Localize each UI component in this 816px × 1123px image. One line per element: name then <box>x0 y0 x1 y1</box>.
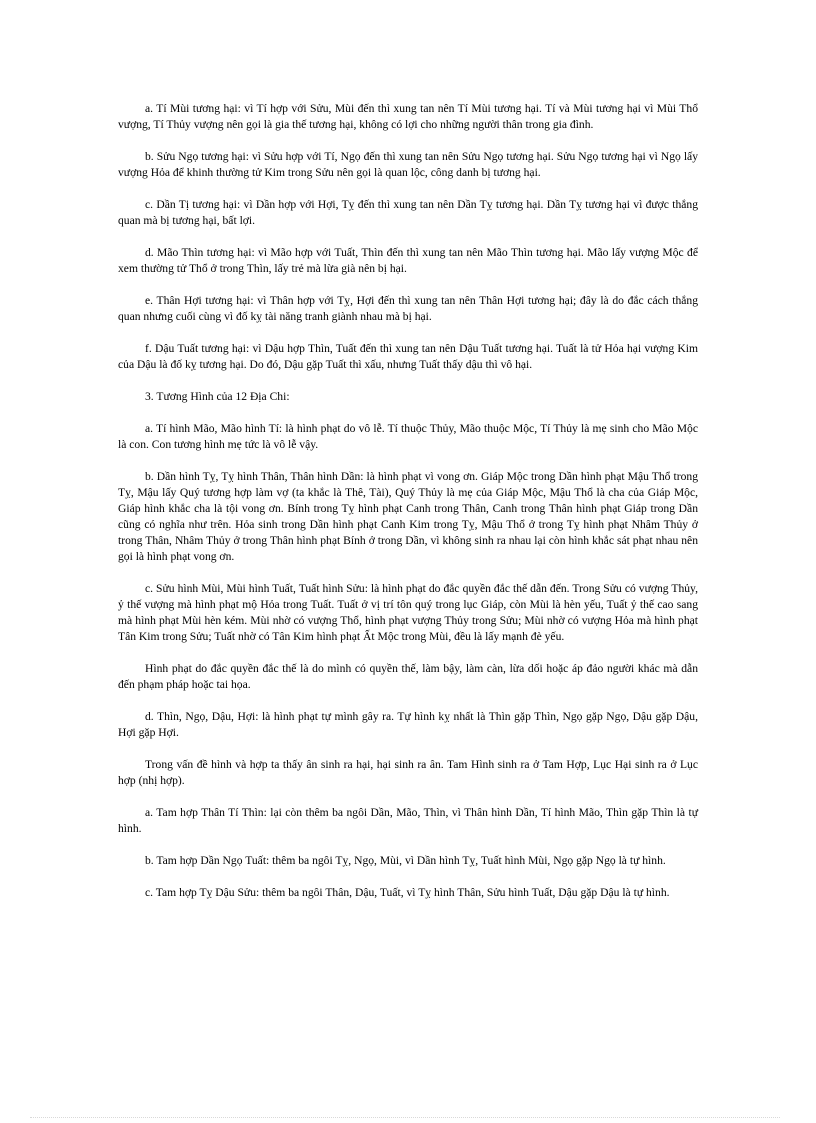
paragraph: d. Thìn, Ngọ, Dậu, Hợi: là hình phạt tự mình gây ra. Tự hình kỵ nhất là Thìn gặp Thìn, Ngọ gặp Ngọ, Dậu gặp Dậu, Hợi gặp Hợi. <box>118 710 698 739</box>
paragraph: b. Sửu Ngọ tương hại: vì Sửu hợp với Tí, Ngọ đến thì xung tan nên Sửu Ngọ tương hại. Sửu Ngọ tương hại vì Ngọ lấy vượng Hỏa để khinh thường tử Kim trong Sửu nên gọi là quan lộc, công danh bị tương hại. <box>118 150 698 179</box>
paragraph: d. Mão Thìn tương hại: vì Mão hợp với Tuất, Thìn đến thì xung tan nên Mão Thìn tương hại. Mão lấy vượng Mộc để xem thường tử Thổ ở trong Thìn, lấy trẻ mà lừa già nên bị hại. <box>118 246 698 275</box>
paragraph: Trong vấn đề hình và hợp ta thấy ân sinh ra hại, hại sinh ra ân. Tam Hình sinh ra ở Tam Hợp, Lục Hại sinh ra ở Lục hợp (nhị hợp). <box>118 758 698 787</box>
paragraph: Hình phạt do đắc quyền đắc thế là do mình có quyền thế, làm bậy, làm càn, lừa dối hoặc áp đảo người khác mà dẫn đến phạm pháp hoặc tai họa. <box>118 662 698 691</box>
paragraph: c. Tam hợp Tỵ Dậu Sửu: thêm ba ngôi Thân, Dậu, Tuất, vì Tỵ hình Thân, Sửu hình Tuất, Dậu gặp Dậu là tự hình. <box>145 886 670 899</box>
paragraph: b. Tam hợp Dần Ngọ Tuất: thêm ba ngôi Tỵ, Ngọ, Mùi, vì Dần hình Tỵ, Tuất hình Mùi, Ngọ gặp Ngọ là tự hình. <box>145 854 666 867</box>
paragraph: a. Tí hình Mão, Mão hình Tí: là hình phạt do vô lễ. Tí thuộc Thủy, Mão thuộc Mộc, Tí Thủy là mẹ sinh cho Mão Mộc là con. Con tương hình mẹ tức là vô lễ vậy. <box>118 422 698 451</box>
paragraph: c. Dần Tị tương hại: vì Dần hợp với Hợi, Tỵ đến thì xung tan nên Dần Tỵ tương hại. Dần Tỵ tương hại vì được thắng quan mà bị tương hại, bất lợi. <box>118 198 698 227</box>
paragraph: f. Dậu Tuất tương hại: vì Dậu hợp Thìn, Tuất đến thì xung tan nên Dậu Tuất tương hại. Tuất là tử Hỏa hại vượng Kim của Dậu là đố kỵ tương hại. Do đó, Dậu gặp Tuất thì xấu, nhưng Tuất thấy dậu thì vô hại. <box>118 342 698 371</box>
paragraph: a. Tí Mùi tương hại: vì Tí hợp với Sửu, Mùi đến thì xung tan nên Tí Mùi tương hại. Tí và Mùi tương hại vì Mùi Thổ vượng, Tí Thủy vượng nên gọi là gia thế tương hại, không có lợi cho những người thân trong gia đình. <box>118 102 698 131</box>
paragraph: a. Tam hợp Thân Tí Thìn: lại còn thêm ba ngôi Dần, Mão, Thìn, vì Thân hình Dần, Tí hình Mão, Thìn gặp Thìn là tự hình. <box>118 806 698 835</box>
paragraph: c. Sửu hình Mùi, Mùi hình Tuất, Tuất hình Sửu: là hình phạt do đắc quyền đắc thế dẫn đến. Trong Sửu có vượng Thủy, ỷ thế vượng mà hình phạt mộ Hỏa trong Tuất. Tuất ở vị trí tôn quý trong lục Giáp, còn Mùi là hèn yếu, Tuất ỷ thế cao sang mà hình phạt Mùi hèn kém. Mùi nhờ có vượng Thổ, hình phạt vượng Thủy trong Sửu; Mùi nhờ có vượng Hỏa mà hình phạt Tân Kim trong Sửu; Tuất nhờ có Tân Kim hình phạt Ất Mộc trong Mùi, đều là lấy mạnh đè yếu. <box>118 582 698 643</box>
document-body <box>118 101 698 917</box>
section-heading: 3. Tương Hình của 12 Địa Chi: <box>145 390 290 403</box>
paragraph: b. Dần hình Tỵ, Tỵ hình Thân, Thân hình Dần: là hình phạt vì vong ơn. Giáp Mộc trong Dần hình phạt Mậu Thổ trong Tỵ, Mậu lấy Quý tương hợp làm vợ (ta khắc là Thê, Tài), Quý Thủy là mẹ của Giáp Mộc, Mậu Thổ là cha của Giáp Mộc, Giáp hình khắc cha là tội vong ơn. Bính trong Tỵ hình phạt Canh trong Thân, Canh trong Thân hình phạt Giáp trong Dần cũng có nghĩa như trên. Hỏa sinh trong Dần hình phạt Canh Kim trong Tỵ, Mậu Thổ ở trong Tỵ hình phạt Nhâm Thủy ở trong Thân, Nhâm Thủy ở trong Thân hình phạt Bính ở trong Dần, vì không sinh ra nhau lại còn hình khắc sát phạt nhau nên gọi là hình phạt vong ơn. <box>118 470 698 563</box>
page-bottom-divider <box>30 1117 780 1118</box>
paragraph: e. Thân Hợi tương hại: vì Thân hợp với Tỵ, Hợi đến thì xung tan nên Thân Hợi tương hại; đây là do đắc cách thắng quan nhưng cuối cùng vì đố kỵ tài năng tranh giành nhau mà bị hại. <box>118 294 698 323</box>
